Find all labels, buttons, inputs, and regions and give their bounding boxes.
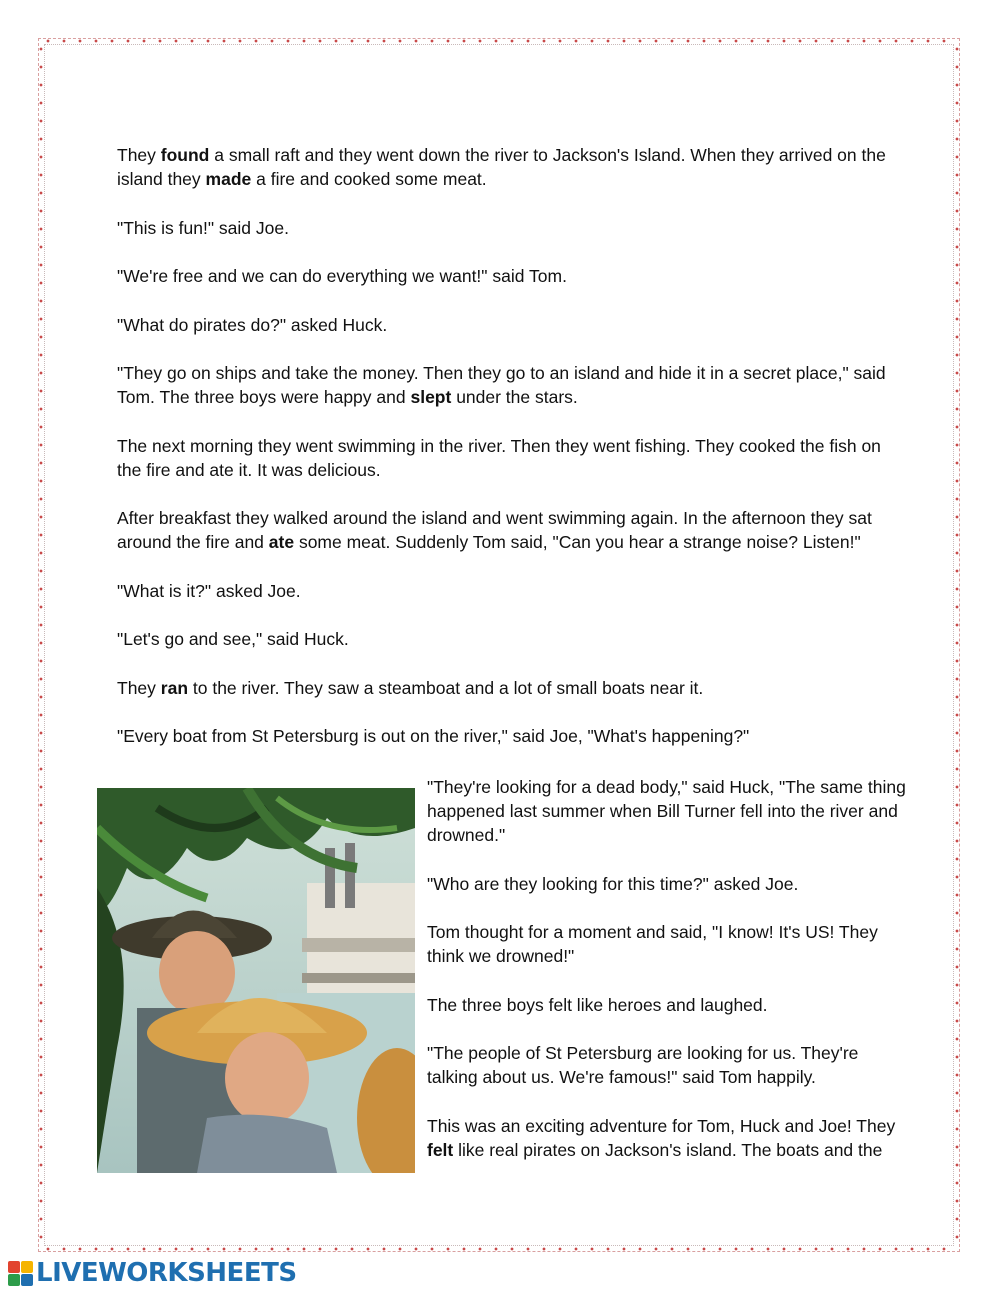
story-paragraph: "What is it?" asked Joe. <box>117 580 301 601</box>
liveworksheets-logo[interactable] <box>8 1258 297 1288</box>
story-paragraph: "They're looking for a dead body," said Huck, "The same thing happened last summer when Bill Turner fell into the river and drowned." <box>427 777 906 845</box>
story-illustration <box>97 788 415 1173</box>
story-paragraph: This was an exciting adventure for Tom, Huck and Joe! They felt like real pirates on Jackson's island. The boats and the <box>427 1115 896 1160</box>
story-paragraph: "Who are they looking for this time?" asked Joe. <box>427 873 799 894</box>
story-paragraph: "What do pirates do?" asked Huck. <box>117 314 388 335</box>
story-paragraph: "This is fun!" said Joe. <box>117 217 289 238</box>
story-paragraph: They found a small raft and they went down the river to Jackson's Island. When they arrived on the island they made a fire and cooked some meat. <box>117 145 886 189</box>
story-paragraph: They ran to the river. They saw a steamboat and a lot of small boats near it. <box>117 677 704 698</box>
story-paragraph: After breakfast they walked around the island and went swimming again. In the afternoon they sat around the fire and ate some meat. Suddenly Tom said, "Can you hear a strange noise? Listen!" <box>117 508 872 552</box>
story-text-top <box>117 143 897 748</box>
story-paragraph: Tom thought for a moment and said, "I know! It's US! They think we drowned!" <box>427 922 878 966</box>
story-paragraph: "They go on ships and take the money. Then they go to an island and hide it in a secret place," said Tom. The three boys were happy and slept under the stars. <box>117 363 886 407</box>
liveworksheets-icon <box>8 1261 32 1285</box>
story-text-right <box>427 775 907 1162</box>
story-paragraph: "Every boat from St Petersburg is out on the river," said Joe, "What's happening?" <box>117 726 750 746</box>
story-paragraph: "We're free and we can do everything we want!" said Tom. <box>117 266 567 286</box>
logo-text: LIVEWORKSHEETS <box>36 1258 297 1288</box>
story-paragraph: The three boys felt like heroes and laughed. <box>427 994 768 1015</box>
story-paragraph: "Let's go and see," said Huck. <box>117 629 349 649</box>
story-paragraph: "The people of St Petersburg are looking for us. They're talking about us. We're famous!" said Tom happily. <box>427 1043 859 1087</box>
boys-by-river-illustration <box>97 788 415 1173</box>
story-paragraph: The next morning they went swimming in the river. Then they went fishing. They cooked the fish on the fire and ate it. It was delicious. <box>117 435 881 480</box>
